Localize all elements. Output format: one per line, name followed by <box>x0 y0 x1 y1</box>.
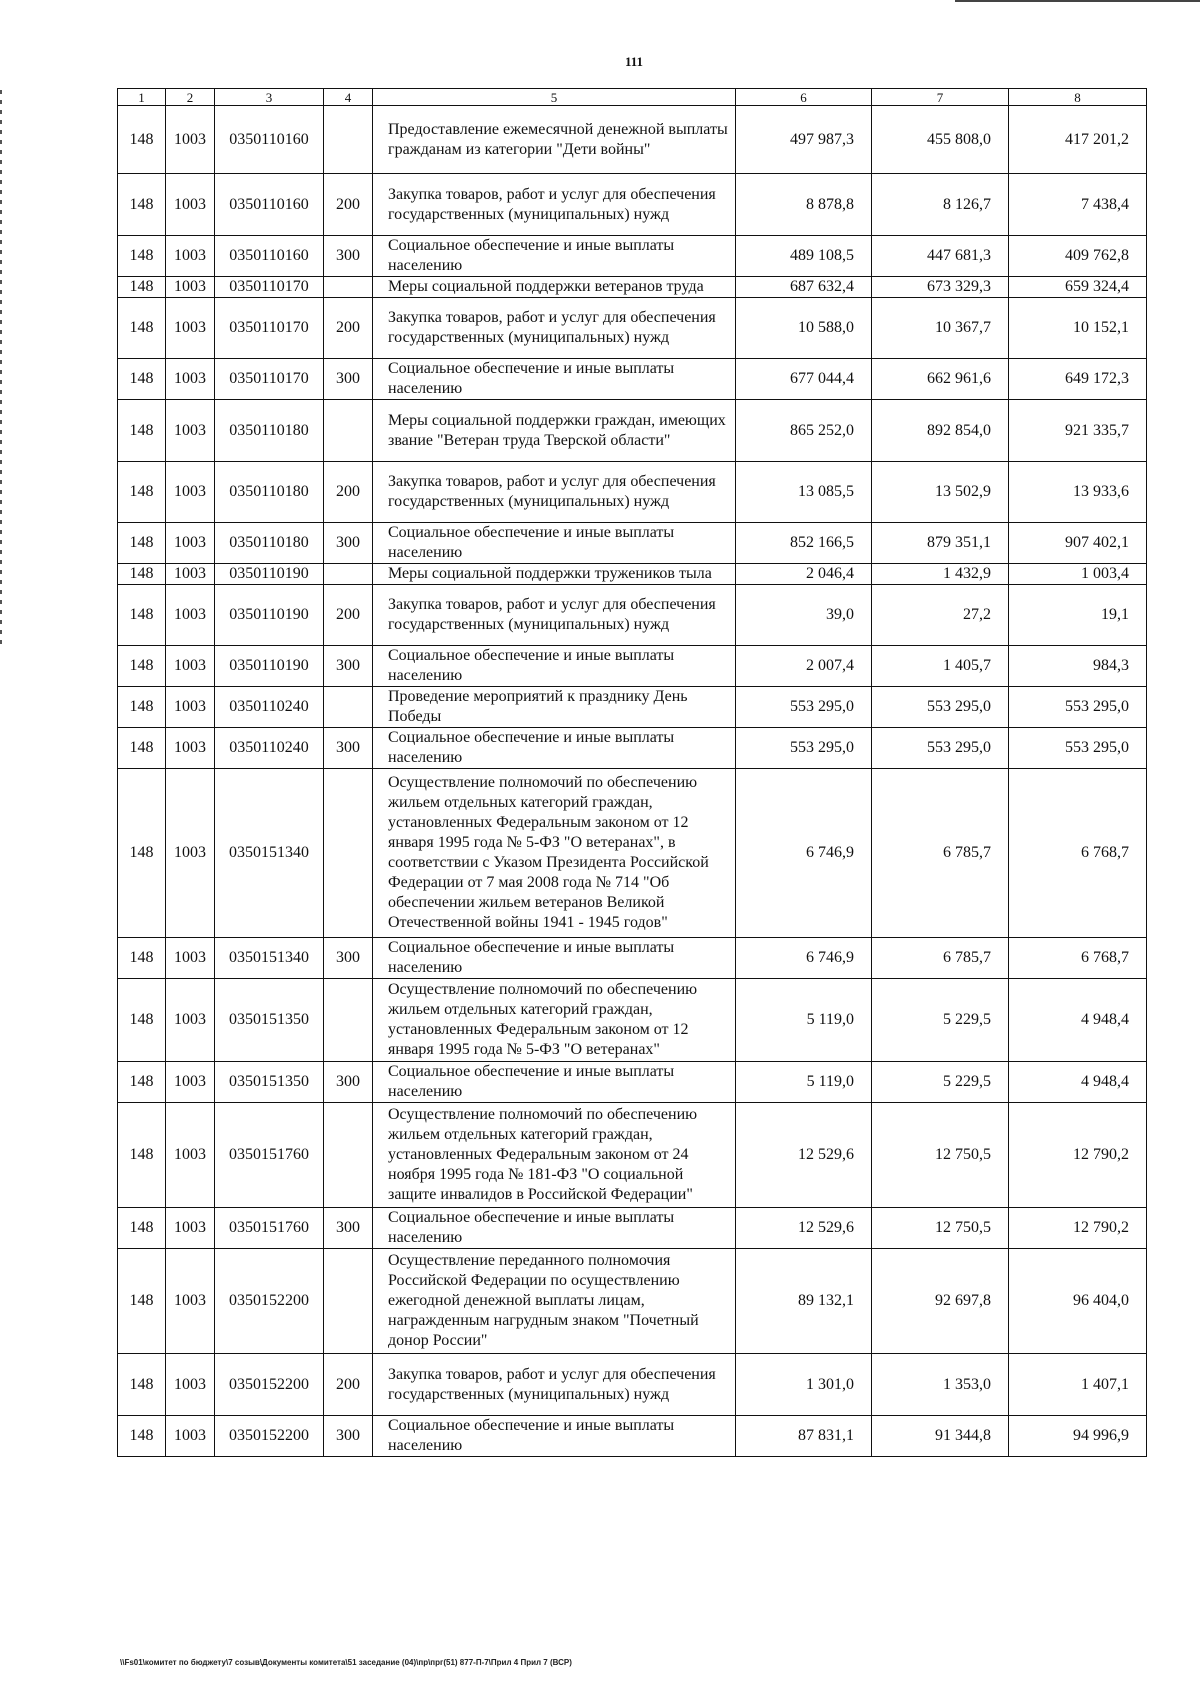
description-cell: Осуществление полномочий по обеспечению жильем отдельных категорий граждан, установленных Федеральным законом от 24 ноября 1995 года № 181-ФЗ "О социальной защите инвалидов в Российской Федерации" <box>373 1103 736 1208</box>
amount-col6-cell: 497 987,3 <box>736 106 872 174</box>
amount-col8-cell: 409 762,8 <box>1009 236 1147 277</box>
amount-col7-cell: 13 502,9 <box>872 462 1009 523</box>
amount-col7-cell: 879 351,1 <box>872 523 1009 564</box>
amount-col6-cell: 8 878,8 <box>736 174 872 236</box>
amount-col8-cell: 553 295,0 <box>1009 687 1147 728</box>
table-row <box>118 174 1147 236</box>
amount-col7-cell: 6 785,7 <box>872 938 1009 979</box>
table-row <box>118 1208 1147 1249</box>
expense-type-cell: 300 <box>324 646 373 687</box>
amount-col6-cell: 687 632,4 <box>736 277 872 298</box>
amount-col6-cell: 852 166,5 <box>736 523 872 564</box>
ministry-code-cell: 148 <box>118 938 166 979</box>
section-code-cell: 1003 <box>166 1062 215 1103</box>
description-cell: Закупка товаров, работ и услуг для обеспечения государственных (муниципальных) нужд <box>373 298 736 359</box>
expense-type-cell: 300 <box>324 1062 373 1103</box>
amount-col7-cell: 1 353,0 <box>872 1354 1009 1416</box>
section-code-cell: 1003 <box>166 564 215 585</box>
target-article-cell: 0350110190 <box>215 585 324 646</box>
amount-col8-cell: 96 404,0 <box>1009 1249 1147 1354</box>
table-row <box>118 687 1147 728</box>
description-cell: Социальное обеспечение и иные выплаты населению <box>373 236 736 277</box>
table-row <box>118 646 1147 687</box>
ministry-code-cell: 148 <box>118 1208 166 1249</box>
amount-col8-cell: 94 996,9 <box>1009 1416 1147 1457</box>
amount-col6-cell: 553 295,0 <box>736 687 872 728</box>
amount-col7-cell: 27,2 <box>872 585 1009 646</box>
ministry-code-cell: 148 <box>118 687 166 728</box>
amount-col7-cell: 91 344,8 <box>872 1416 1009 1457</box>
amount-col7-cell: 5 229,5 <box>872 1062 1009 1103</box>
amount-col6-cell: 13 085,5 <box>736 462 872 523</box>
amount-col7-cell: 1 432,9 <box>872 564 1009 585</box>
target-article-cell: 0350110240 <box>215 687 324 728</box>
amount-col8-cell: 6 768,7 <box>1009 938 1147 979</box>
section-code-cell: 1003 <box>166 400 215 462</box>
ministry-code-cell: 148 <box>118 1249 166 1354</box>
table-body <box>118 89 1147 1457</box>
amount-col6-cell: 1 301,0 <box>736 1354 872 1416</box>
target-article-cell: 0350110160 <box>215 174 324 236</box>
amount-col7-cell: 455 808,0 <box>872 106 1009 174</box>
description-cell: Закупка товаров, работ и услуг для обеспечения государственных (муниципальных) нужд <box>373 1354 736 1416</box>
budget-table <box>117 88 1147 1457</box>
ministry-code-cell: 148 <box>118 298 166 359</box>
expense-type-cell: 300 <box>324 938 373 979</box>
amount-col6-cell: 2 046,4 <box>736 564 872 585</box>
table-row <box>118 938 1147 979</box>
target-article-cell: 0350110160 <box>215 236 324 277</box>
ministry-code-cell: 148 <box>118 564 166 585</box>
amount-col6-cell: 12 529,6 <box>736 1103 872 1208</box>
amount-col6-cell: 2 007,4 <box>736 646 872 687</box>
top-edge-line <box>955 0 1200 2</box>
description-cell: Социальное обеспечение и иные выплаты населению <box>373 938 736 979</box>
amount-col6-cell: 6 746,9 <box>736 769 872 938</box>
amount-col8-cell: 907 402,1 <box>1009 523 1147 564</box>
amount-col7-cell: 6 785,7 <box>872 769 1009 938</box>
expense-type-cell <box>324 564 373 585</box>
ministry-code-cell: 148 <box>118 1103 166 1208</box>
amount-col8-cell: 649 172,3 <box>1009 359 1147 400</box>
target-article-cell: 0350151340 <box>215 769 324 938</box>
target-article-cell: 0350110240 <box>215 728 324 769</box>
amount-col8-cell: 6 768,7 <box>1009 769 1147 938</box>
target-article-cell: 0350110190 <box>215 564 324 585</box>
amount-col6-cell: 865 252,0 <box>736 400 872 462</box>
target-article-cell: 0350110180 <box>215 523 324 564</box>
expense-type-cell: 300 <box>324 359 373 400</box>
amount-col7-cell: 673 329,3 <box>872 277 1009 298</box>
amount-col7-cell: 1 405,7 <box>872 646 1009 687</box>
description-cell: Предоставление ежемесячной денежной выплаты гражданам из категории "Дети войны" <box>373 106 736 174</box>
amount-col7-cell: 662 961,6 <box>872 359 1009 400</box>
column-number-row <box>118 89 1147 106</box>
expense-type-cell <box>324 277 373 298</box>
description-cell: Социальное обеспечение и иные выплаты населению <box>373 1208 736 1249</box>
description-cell: Осуществление полномочий по обеспечению жильем отдельных категорий граждан, установленных Федеральным законом от 12 января 1995 года № 5-ФЗ "О ветеранах", в соответствии с Указом Президента Российской Федерации от 7 мая 2008 года № 714 "Об обеспечении жильем ветеранов Великой Отечественной войны 1941 - 1945 годов" <box>373 769 736 938</box>
table-row <box>118 1249 1147 1354</box>
target-article-cell: 0350151760 <box>215 1103 324 1208</box>
target-article-cell: 0350110170 <box>215 359 324 400</box>
section-code-cell: 1003 <box>166 1103 215 1208</box>
description-cell: Меры социальной поддержки ветеранов труда <box>373 277 736 298</box>
amount-col8-cell: 1 003,4 <box>1009 564 1147 585</box>
amount-col7-cell: 447 681,3 <box>872 236 1009 277</box>
section-code-cell: 1003 <box>166 236 215 277</box>
column-header: 2 <box>166 89 215 106</box>
amount-col6-cell: 489 108,5 <box>736 236 872 277</box>
expense-type-cell <box>324 769 373 938</box>
column-header: 5 <box>373 89 736 106</box>
amount-col8-cell: 984,3 <box>1009 646 1147 687</box>
column-header: 6 <box>736 89 872 106</box>
target-article-cell: 0350151760 <box>215 1208 324 1249</box>
table-row <box>118 298 1147 359</box>
expense-type-cell: 300 <box>324 1416 373 1457</box>
amount-col8-cell: 659 324,4 <box>1009 277 1147 298</box>
table-row <box>118 1103 1147 1208</box>
page-number: 111 <box>624 54 644 69</box>
expense-type-cell <box>324 106 373 174</box>
amount-col8-cell: 553 295,0 <box>1009 728 1147 769</box>
section-code-cell: 1003 <box>166 359 215 400</box>
section-code-cell: 1003 <box>166 106 215 174</box>
section-code-cell: 1003 <box>166 1249 215 1354</box>
description-cell: Осуществление переданного полномочия Российской Федерации по осуществлению ежегодной денежной выплаты лицам, награжденным нагрудным знаком "Почетный донор России" <box>373 1249 736 1354</box>
amount-col6-cell: 87 831,1 <box>736 1416 872 1457</box>
amount-col8-cell: 12 790,2 <box>1009 1103 1147 1208</box>
section-code-cell: 1003 <box>166 1354 215 1416</box>
ministry-code-cell: 148 <box>118 359 166 400</box>
amount-col7-cell: 8 126,7 <box>872 174 1009 236</box>
expense-type-cell <box>324 1103 373 1208</box>
column-header: 7 <box>872 89 1009 106</box>
description-cell: Социальное обеспечение и иные выплаты населению <box>373 1062 736 1103</box>
section-code-cell: 1003 <box>166 277 215 298</box>
target-article-cell: 0350152200 <box>215 1249 324 1354</box>
target-article-cell: 0350151350 <box>215 979 324 1062</box>
section-code-cell: 1003 <box>166 298 215 359</box>
table-row <box>118 769 1147 938</box>
ministry-code-cell: 148 <box>118 523 166 564</box>
table-row <box>118 462 1147 523</box>
footer-file-path: \\Fs01\комитет по бюджету\7 созыв\Документы комитета\51 заседание (04)\пр\прг(51) 877-П-7\Прил 4 Прил 7 (ВСР) <box>120 1658 572 1667</box>
table-row <box>118 277 1147 298</box>
amount-col6-cell: 89 132,1 <box>736 1249 872 1354</box>
target-article-cell: 0350110180 <box>215 400 324 462</box>
ministry-code-cell: 148 <box>118 1416 166 1457</box>
table-row <box>118 585 1147 646</box>
section-code-cell: 1003 <box>166 462 215 523</box>
column-header: 1 <box>118 89 166 106</box>
amount-col8-cell: 12 790,2 <box>1009 1208 1147 1249</box>
column-header: 4 <box>324 89 373 106</box>
section-code-cell: 1003 <box>166 1208 215 1249</box>
ministry-code-cell: 148 <box>118 174 166 236</box>
expense-type-cell <box>324 979 373 1062</box>
amount-col6-cell: 6 746,9 <box>736 938 872 979</box>
description-cell: Социальное обеспечение и иные выплаты населению <box>373 728 736 769</box>
amount-col8-cell: 4 948,4 <box>1009 979 1147 1062</box>
target-article-cell: 0350151340 <box>215 938 324 979</box>
section-code-cell: 1003 <box>166 687 215 728</box>
expense-type-cell: 300 <box>324 236 373 277</box>
table-row <box>118 106 1147 174</box>
amount-col6-cell: 5 119,0 <box>736 979 872 1062</box>
expense-type-cell: 200 <box>324 1354 373 1416</box>
amount-col7-cell: 553 295,0 <box>872 728 1009 769</box>
amount-col6-cell: 5 119,0 <box>736 1062 872 1103</box>
description-cell: Проведение мероприятий к празднику День Победы <box>373 687 736 728</box>
table-row <box>118 523 1147 564</box>
column-header: 8 <box>1009 89 1147 106</box>
expense-type-cell: 300 <box>324 523 373 564</box>
description-cell: Социальное обеспечение и иные выплаты населению <box>373 359 736 400</box>
ministry-code-cell: 148 <box>118 462 166 523</box>
target-article-cell: 0350110180 <box>215 462 324 523</box>
section-code-cell: 1003 <box>166 1416 215 1457</box>
table-row <box>118 236 1147 277</box>
section-code-cell: 1003 <box>166 769 215 938</box>
section-code-cell: 1003 <box>166 174 215 236</box>
amount-col7-cell: 5 229,5 <box>872 979 1009 1062</box>
amount-col6-cell: 12 529,6 <box>736 1208 872 1249</box>
expense-type-cell: 200 <box>324 174 373 236</box>
table-row <box>118 359 1147 400</box>
description-cell: Социальное обеспечение и иные выплаты населению <box>373 523 736 564</box>
ministry-code-cell: 148 <box>118 1062 166 1103</box>
description-cell: Меры социальной поддержки граждан, имеющих звание "Ветеран труда Тверской области" <box>373 400 736 462</box>
ministry-code-cell: 148 <box>118 728 166 769</box>
amount-col8-cell: 13 933,6 <box>1009 462 1147 523</box>
amount-col8-cell: 7 438,4 <box>1009 174 1147 236</box>
table-row <box>118 1416 1147 1457</box>
ministry-code-cell: 148 <box>118 236 166 277</box>
table-row <box>118 979 1147 1062</box>
ministry-code-cell: 148 <box>118 106 166 174</box>
table-row <box>118 1062 1147 1103</box>
section-code-cell: 1003 <box>166 728 215 769</box>
ministry-code-cell: 148 <box>118 400 166 462</box>
description-cell: Закупка товаров, работ и услуг для обеспечения государственных (муниципальных) нужд <box>373 585 736 646</box>
amount-col6-cell: 39,0 <box>736 585 872 646</box>
ministry-code-cell: 148 <box>118 769 166 938</box>
section-code-cell: 1003 <box>166 523 215 564</box>
table-row <box>118 564 1147 585</box>
table-row <box>118 1354 1147 1416</box>
expense-type-cell: 200 <box>324 585 373 646</box>
target-article-cell: 0350110190 <box>215 646 324 687</box>
amount-col7-cell: 553 295,0 <box>872 687 1009 728</box>
description-cell: Меры социальной поддержки тружеников тыла <box>373 564 736 585</box>
expense-type-cell <box>324 687 373 728</box>
scan-left-edge <box>0 90 2 650</box>
table-row <box>118 728 1147 769</box>
expense-type-cell <box>324 400 373 462</box>
description-cell: Социальное обеспечение и иные выплаты населению <box>373 1416 736 1457</box>
ministry-code-cell: 148 <box>118 646 166 687</box>
expense-type-cell <box>324 1249 373 1354</box>
target-article-cell: 0350110160 <box>215 106 324 174</box>
target-article-cell: 0350151350 <box>215 1062 324 1103</box>
amount-col7-cell: 10 367,7 <box>872 298 1009 359</box>
amount-col8-cell: 1 407,1 <box>1009 1354 1147 1416</box>
amount-col6-cell: 553 295,0 <box>736 728 872 769</box>
section-code-cell: 1003 <box>166 979 215 1062</box>
section-code-cell: 1003 <box>166 646 215 687</box>
amount-col8-cell: 10 152,1 <box>1009 298 1147 359</box>
description-cell: Закупка товаров, работ и услуг для обеспечения государственных (муниципальных) нужд <box>373 462 736 523</box>
ministry-code-cell: 148 <box>118 979 166 1062</box>
amount-col8-cell: 19,1 <box>1009 585 1147 646</box>
amount-col8-cell: 4 948,4 <box>1009 1062 1147 1103</box>
amount-col8-cell: 417 201,2 <box>1009 106 1147 174</box>
amount-col7-cell: 92 697,8 <box>872 1249 1009 1354</box>
target-article-cell: 0350110170 <box>215 298 324 359</box>
expense-type-cell: 200 <box>324 462 373 523</box>
column-header: 3 <box>215 89 324 106</box>
table-row <box>118 400 1147 462</box>
ministry-code-cell: 148 <box>118 585 166 646</box>
description-cell: Закупка товаров, работ и услуг для обеспечения государственных (муниципальных) нужд <box>373 174 736 236</box>
expense-type-cell: 300 <box>324 1208 373 1249</box>
description-cell: Осуществление полномочий по обеспечению жильем отдельных категорий граждан, установленных Федеральным законом от 12 января 1995 года № 5-ФЗ "О ветеранах" <box>373 979 736 1062</box>
target-article-cell: 0350152200 <box>215 1416 324 1457</box>
amount-col7-cell: 12 750,5 <box>872 1208 1009 1249</box>
expense-type-cell: 300 <box>324 728 373 769</box>
ministry-code-cell: 148 <box>118 1354 166 1416</box>
section-code-cell: 1003 <box>166 938 215 979</box>
target-article-cell: 0350110170 <box>215 277 324 298</box>
amount-col6-cell: 10 588,0 <box>736 298 872 359</box>
amount-col7-cell: 12 750,5 <box>872 1103 1009 1208</box>
expense-type-cell: 200 <box>324 298 373 359</box>
ministry-code-cell: 148 <box>118 277 166 298</box>
description-cell: Социальное обеспечение и иные выплаты населению <box>373 646 736 687</box>
target-article-cell: 0350152200 <box>215 1354 324 1416</box>
amount-col6-cell: 677 044,4 <box>736 359 872 400</box>
section-code-cell: 1003 <box>166 585 215 646</box>
amount-col8-cell: 921 335,7 <box>1009 400 1147 462</box>
amount-col7-cell: 892 854,0 <box>872 400 1009 462</box>
